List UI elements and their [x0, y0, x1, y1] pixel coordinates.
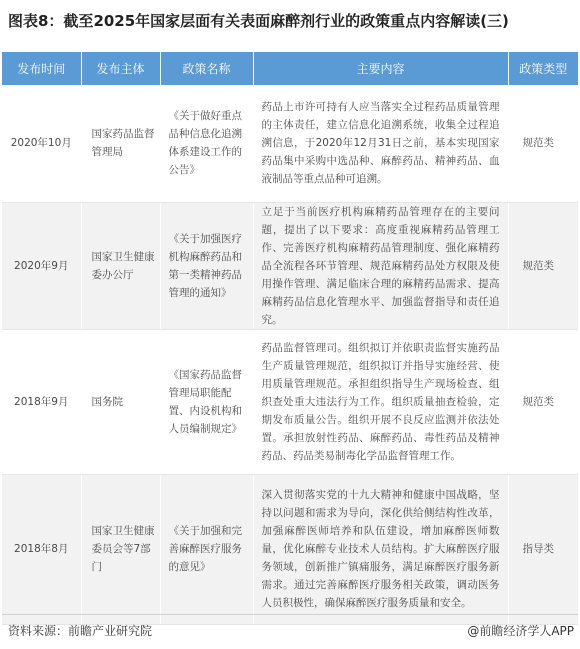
cell-type: 规范类	[508, 85, 578, 202]
cell-type: 指导类	[508, 474, 578, 624]
cell-issuer: 国家药品监督管理局	[81, 85, 160, 202]
cell-issuer: 国务院	[81, 329, 160, 474]
cell-date: 2018年9月	[2, 329, 81, 474]
header-policy: 政策名称	[160, 52, 253, 85]
cell-policy: 《关于加强医疗机构麻醉药品和第一类精神药品管理的通知》	[160, 202, 253, 329]
cell-policy: 《国家药品监督管理局职能配置、内设机构和人员编制规定》	[160, 329, 253, 474]
table-row	[2, 329, 578, 474]
cell-date: 2020年10月	[2, 85, 81, 202]
cell-policy: 《关于加强和完善麻醉医疗服务的意见》	[160, 474, 253, 624]
cell-content: 药品监督管理司。组织拟订并依职责监督实施药品生产质量管理规范，组织拟订并指导实施经营、使用质量管理规范。承担组织指导生产现场检查、组织查处重大违法行为工作。组织质量抽查检验，定期发布质量公告。组织开展不良反应监测并依法处置。承担放射性药品、麻醉药品、毒性药品及精神药品、药品类易制毒化学品监督管理工作。	[253, 329, 508, 474]
cell-date: 2018年8月	[2, 474, 81, 624]
header-date: 发布时间	[2, 52, 81, 85]
brand-credit: @前瞻经济学人APP	[467, 624, 574, 638]
cell-type: 规范类	[508, 329, 578, 474]
footer-divider	[2, 614, 578, 615]
cell-issuer: 国家卫生健康委员会等7部门	[81, 474, 160, 624]
policy-table	[2, 52, 578, 625]
table-row	[2, 202, 578, 329]
table-header-row	[2, 52, 578, 85]
source-note: 资料来源：前瞻产业研究院	[8, 624, 153, 638]
cell-policy: 《关于做好重点品种信息化追溯体系建设工作的公告》	[160, 85, 253, 202]
table-row	[2, 474, 578, 624]
header-type: 政策类型	[508, 52, 578, 85]
cell-type: 规范类	[508, 202, 578, 329]
cell-content: 立足于当前医疗机构麻精药品管理存在的主要问题，提出了以下要求：高度重视麻精药品管理工作、完善医疗机构麻精药品管理制度、强化麻精药品全流程各环节管理、规范麻精药品处方权限及使用操作管理、满足临床合理的麻精药品需求、提高麻精药品信息化管理水平、加强监督指导和责任追究。	[253, 202, 508, 329]
cell-issuer: 国家卫生健康委办公厅	[81, 202, 160, 329]
cell-content: 药品上市许可持有人应当落实全过程药品质量管理的主体责任，建立信息化追溯系统，收集全过程追溯信息，于2020年12月31日之前，基本实现国家药品集中采购中选品种、麻醉药品、精神药品、血液制品等重点品种可追溯。	[253, 85, 508, 202]
cell-date: 2020年9月	[2, 202, 81, 329]
header-content: 主要内容	[253, 52, 508, 85]
table-row	[2, 85, 578, 202]
cell-content: 深入贯彻落实党的十九大精神和健康中国战略，坚持以问题和需求为导向，深化供给侧结构性改革，加强麻醉医师培养和队伍建设，增加麻醉医师数量，优化麻醉专业技术人员结构。扩大麻醉医疗服务领域，创新推广镇痛服务，满足麻醉医疗服务新需求。通过完善麻醉医疗服务相关政策，调动医务人员积极性，确保麻醉医疗服务质量和安全。	[253, 474, 508, 624]
chart-title: 图表8：截至2025年国家层面有关表面麻醉剂行业的政策重点内容解读(三)	[8, 12, 509, 30]
header-issuer: 发布主体	[81, 52, 160, 85]
